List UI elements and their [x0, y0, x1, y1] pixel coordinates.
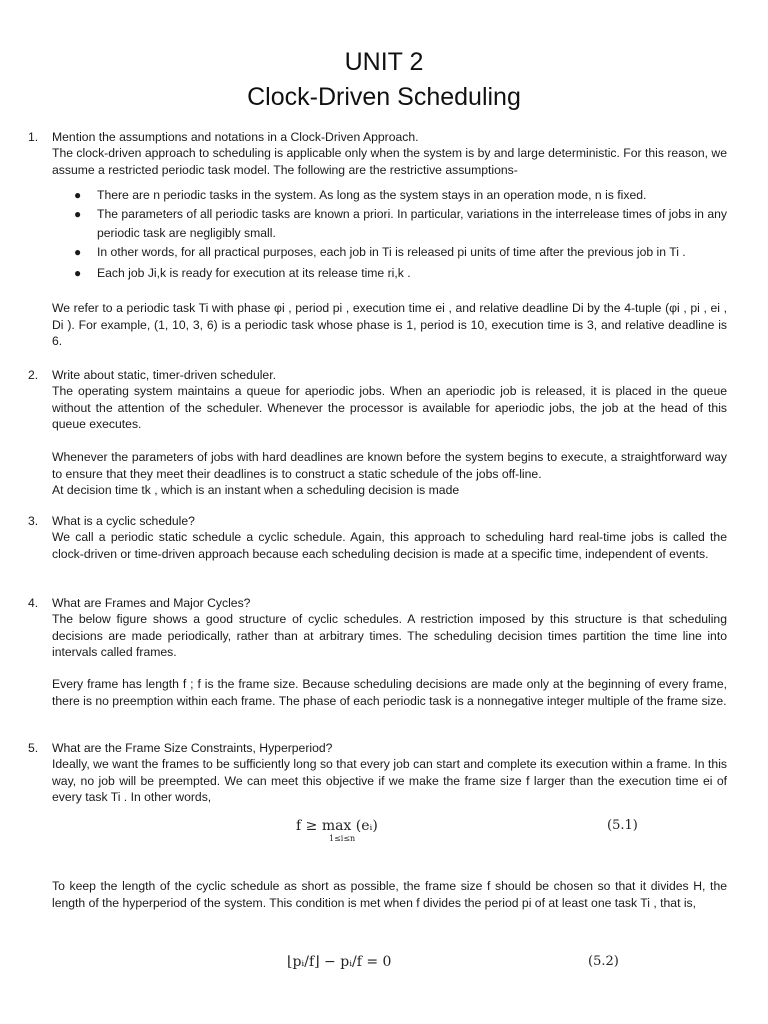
equation-number: (5.2): [588, 954, 619, 969]
list-item: Each job Ji,k is ready for execution at its release time ri,k .: [97, 266, 411, 280]
paragraph: We refer to a periodic task Ti with phase φi , period pi , execution time ei , and relative deadline Di by the 4-tuple (φi , pi , ei , Di ). For example, (1, 10, 3, 6) is a periodic task whose phase is 1, period is 10, execution time is 3, and relative deadline is 6.: [52, 301, 727, 349]
paragraph: At decision time tk , which is an instant when a scheduling decision is made: [52, 483, 460, 497]
question-heading: What are Frames and Major Cycles?: [52, 596, 251, 610]
question-heading: What are the Frame Size Constraints, Hyperperiod?: [52, 741, 333, 755]
paragraph: The clock-driven approach to scheduling is applicable only when the system is by and large deterministic. For this reason, we assume a restricted periodic task model. The following are the restrictive assumptions-: [52, 146, 727, 177]
equation: ⌊pᵢ/f⌋ − pᵢ/f = 0: [287, 954, 392, 970]
paragraph: Ideally, we want the frames to be sufficiently long so that every job can start and complete its execution within a frame. In this way, no job will be preempted. We can meet this objective if we make the frame size f larger than the execution time ei of every task Ti . In other words,: [52, 757, 727, 805]
equation-subscript: 1≤i≤n: [329, 834, 356, 843]
question-heading: What is a cyclic schedule?: [52, 514, 195, 528]
paragraph: Every frame has length f ; f is the frame size. Because scheduling decisions are made only at the beginning of every frame, there is no preemption within each frame. The phase of each periodic task is a nonnegative integer multiple of the frame size.: [52, 677, 727, 708]
question-number: 5.: [28, 741, 39, 755]
page-title: Clock-Driven Scheduling: [247, 83, 521, 111]
unit-heading: UNIT 2: [344, 48, 424, 76]
question-number: 2.: [28, 368, 39, 382]
question-heading: Write about static, timer-driven scheduler.: [52, 368, 276, 382]
list-item: There are n periodic tasks in the system. As long as the system stays in an operation mode, n is fixed.: [97, 188, 647, 202]
list-item: The parameters of all periodic tasks are known a priori. In particular, variations in the interrelease times of jobs in any periodic task are negligibly small.: [97, 207, 727, 240]
equation-number: (5.1): [607, 818, 638, 833]
question-number: 4.: [28, 596, 39, 610]
question-number: 3.: [28, 514, 39, 528]
paragraph: We call a periodic static schedule a cyclic schedule. Again, this approach to scheduling hard real-time jobs is called the clock-driven or time-driven approach because each scheduling decision is made at a specific time, independent of events.: [52, 530, 727, 561]
bullet-icon: ●: [74, 188, 82, 202]
list-item: In other words, for all practical purposes, each job in Ti is released pi units of time after the previous job in Ti .: [97, 245, 686, 259]
bullet-icon: ●: [74, 266, 82, 280]
question-heading: Mention the assumptions and notations in a Clock-Driven Approach.: [52, 130, 419, 144]
equation: f ≥ max (eᵢ): [296, 818, 378, 834]
bullet-icon: ●: [74, 245, 82, 259]
paragraph: The operating system maintains a queue for aperiodic jobs. When an aperiodic job is released, it is placed in the queue without the attention of the scheduler. Whenever the processor is available for aperiodic jobs, the job at the head of this queue executes.: [52, 384, 727, 432]
bullet-icon: ●: [74, 207, 82, 221]
paragraph: To keep the length of the cyclic schedule as short as possible, the frame size f should be chosen so that it divides H, the length of the hyperperiod of the system. This condition is met when f divides the period pi of at least one task Ti , that is,: [52, 879, 727, 910]
paragraph: The below figure shows a good structure of cyclic schedules. A restriction imposed by this structure is that scheduling decisions are made periodically, rather than at arbitrary times. The scheduling decision times partition the time line into intervals called frames.: [52, 612, 727, 660]
question-number: 1.: [28, 130, 39, 144]
paragraph: Whenever the parameters of jobs with hard deadlines are known before the system begins to execute, a straightforward way to ensure that they meet their deadlines is to construct a static schedule of the jobs off-line.: [52, 450, 727, 481]
